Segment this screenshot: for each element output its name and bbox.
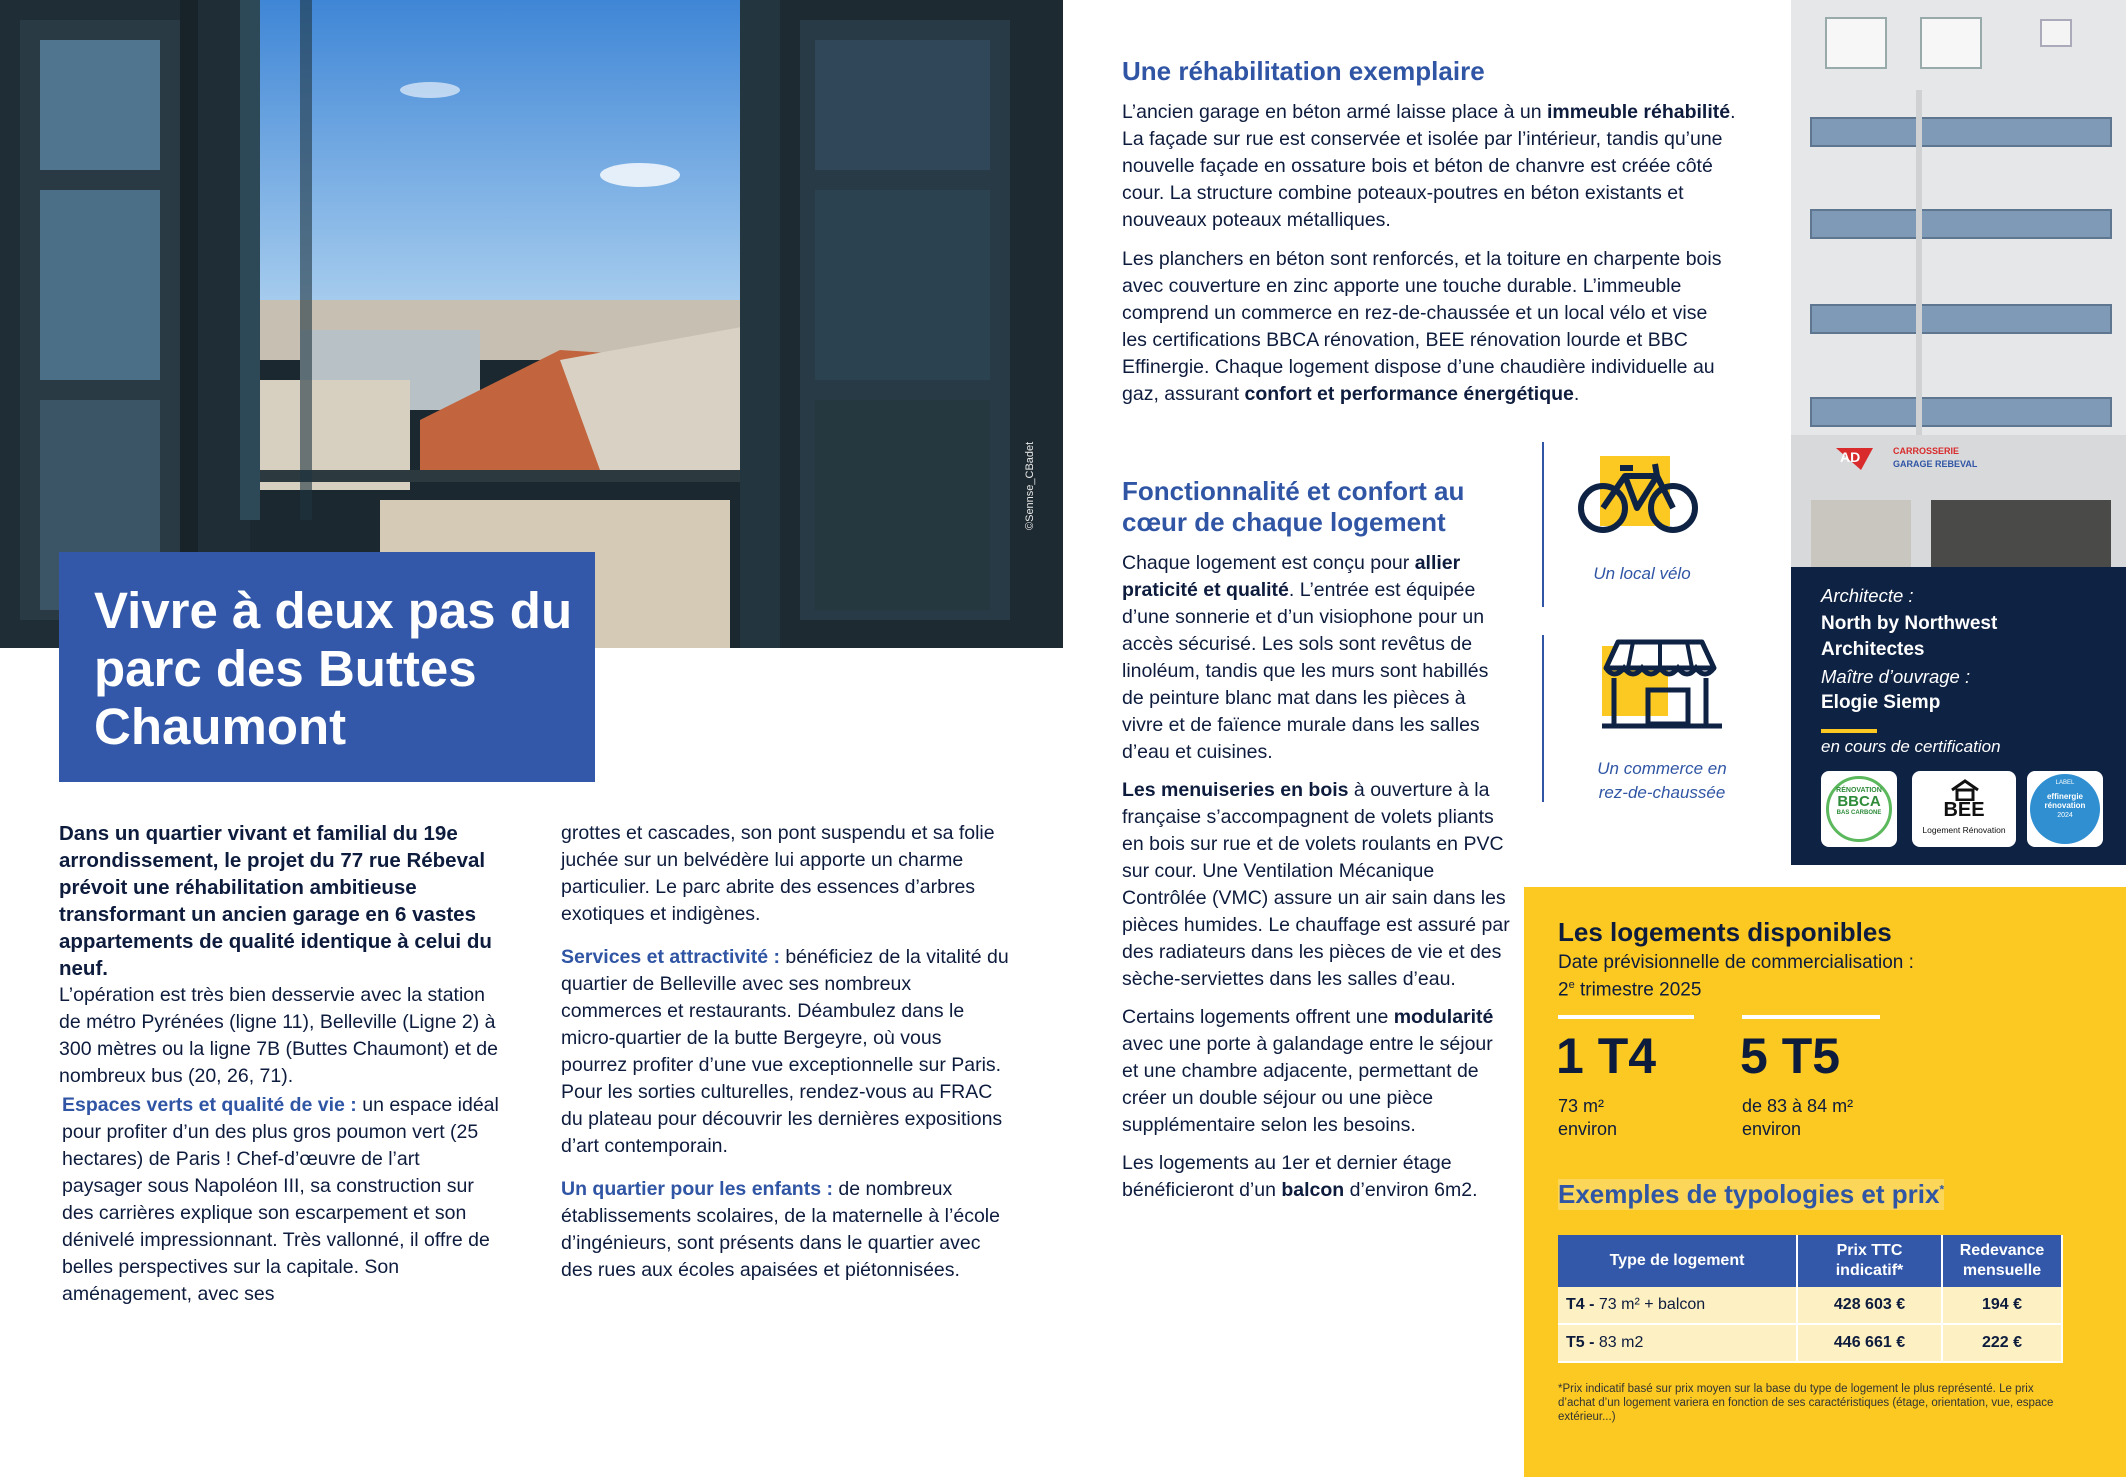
bee-sub: Logement Rénovation bbox=[1922, 825, 2006, 835]
t4-count: 1 T4 bbox=[1556, 1028, 1657, 1084]
photo-credit: ©Sennse_CBadet bbox=[1024, 441, 1036, 530]
bee-badge bbox=[1912, 771, 2016, 847]
func-p3-a: Certains logements offrent une bbox=[1122, 1006, 1394, 1028]
rehab-section bbox=[1122, 56, 1737, 408]
effinergie-main: effinergie rénovation bbox=[2044, 792, 2086, 810]
row-type-rest: 83 m2 bbox=[1594, 1334, 1644, 1351]
t5-underline bbox=[1742, 1015, 1880, 1019]
sign-line-1: CARROSSERIE bbox=[1893, 446, 1960, 456]
t5-approx: environ bbox=[1742, 1119, 1802, 1139]
dispo-date-value bbox=[1558, 974, 1914, 1001]
func-paragraph-2 bbox=[1122, 777, 1512, 993]
table-row bbox=[1558, 1324, 2062, 1362]
bee-main: BEE bbox=[1943, 799, 1985, 821]
row-type-rest: 73 m² + balcon bbox=[1594, 1296, 1706, 1313]
rehab-p2-c: . bbox=[1573, 383, 1580, 405]
t5-count: 5 T5 bbox=[1740, 1028, 1841, 1084]
table-header-row bbox=[1558, 1235, 2062, 1287]
typo-heading bbox=[1558, 1179, 1944, 1210]
espaces-continued: grottes et cascades, son pont suspendu et sa folie juchée sur un belvédère lui apporte un charme particulier. Le parc abrite des essences d’arbres exotiques et indigènes. bbox=[561, 822, 995, 925]
bike-icon bbox=[1575, 452, 1715, 552]
architecte-label: Architecte : bbox=[1821, 585, 1914, 606]
moa-name: Elogie Siemp bbox=[1821, 692, 1941, 713]
effinergie-badge bbox=[2027, 771, 2103, 847]
func-p1-a: Chaque logement est conçu pour bbox=[1122, 552, 1415, 574]
col-type: Type de logement bbox=[1558, 1235, 1797, 1287]
services-paragraph bbox=[561, 944, 1011, 1160]
dispo-date-label: Date prévisionnelle de commercialisation : bbox=[1558, 952, 1914, 973]
moa-label: Maître d’ouvrage : bbox=[1821, 666, 1971, 687]
availability-box bbox=[1524, 887, 2126, 1477]
row-price: 446 661 € bbox=[1797, 1324, 1942, 1362]
func-p1-c: . L’entrée est équipée d’une sonnerie et d’un visiophone pour un accès sécurisé. Les sols sont revêtus de linoléum, tandis que les murs sont habillés de peinture blanc mat dans les pièces à vivre et de faïence murale dans les salles d’eau et cuisines. bbox=[1122, 579, 1489, 763]
func-paragraph-1 bbox=[1122, 550, 1512, 766]
rehab-p1-a: L’ancien garage en béton armé laisse place à un bbox=[1122, 101, 1547, 123]
sign-line-2: GARAGE REBEVAL bbox=[1893, 459, 1978, 469]
func-p4-bold: balcon bbox=[1281, 1179, 1345, 1201]
table-row bbox=[1558, 1287, 2062, 1324]
rehab-paragraph-2 bbox=[1122, 246, 1732, 408]
func-paragraph-4 bbox=[1122, 1150, 1512, 1204]
espaces-paragraph bbox=[62, 1092, 504, 1308]
dispo-date bbox=[1558, 951, 1914, 1001]
typo-heading-text: Exemples de typologies et prix bbox=[1558, 1179, 1940, 1209]
rehab-p2-a: Les planchers en béton sont renforcés, et la toiture en charpente bois avec couverture en zinc apporte une touche durable. L’immeuble comprend un commerce en rez-de-chaussée et un local vélo et vise les certifications BBCA rénovation, BEE rénovation lourde et BBC Effinergie. Chaque logement dispose d’une chaudière individuelle au gaz, assurant bbox=[1122, 248, 1722, 405]
divider-line bbox=[1542, 442, 1544, 607]
sign-logo: AD bbox=[1840, 449, 1861, 465]
t4-info bbox=[1558, 1095, 1617, 1141]
rehab-p2-bold: confort et performance énergétique bbox=[1244, 383, 1574, 405]
bbca-badge bbox=[1821, 771, 1897, 847]
enfants-text: de nombreux établissements scolaires, de la maternelle à l’école d’ingénieurs, sont présents dans le quartier avec des rues aux écoles apaisées et piétonnisées. bbox=[561, 1178, 1000, 1281]
effinergie-top: LABEL bbox=[2055, 780, 2075, 786]
func-p4-c: d’environ 6m2. bbox=[1344, 1179, 1478, 1201]
t4-area: 73 m² bbox=[1558, 1096, 1605, 1116]
services-text: bénéficiez de la vitalité du quartier de Belleville avec ses nombreux commerces et restaurants. Déambulez dans le micro-quartier de la butte Bergeyre, où vous pourrez profiter d’une vue exceptionnelle sur Paris. Pour les sorties culturelles, rendez-vous au FRAC du plateau pour découvrir les dernières expositions d’art contemporain. bbox=[561, 946, 1009, 1157]
func-section bbox=[1122, 476, 1512, 1204]
architecte-name: North by Northwest Architectes bbox=[1821, 613, 1998, 660]
col-fee: Redevance mensuelle bbox=[1942, 1235, 2062, 1287]
t4-approx: environ bbox=[1558, 1119, 1618, 1139]
rehab-p1-c: . La façade sur rue est conservée et isolée par l’intérieur, tandis qu’une nouvelle façade en ossature bois et béton de chanvre est créée côté cour. La structure combine poteaux-poutres en béton existants et nouveaux poteaux métalliques. bbox=[1122, 101, 1736, 231]
shop-caption bbox=[1572, 757, 1752, 805]
rehab-p1-bold: immeuble réhabilité bbox=[1546, 101, 1731, 123]
typo-heading-star: * bbox=[1939, 1182, 1945, 1197]
bbca-main: BBCA bbox=[1837, 793, 1881, 810]
effinergie-year: 2024 bbox=[2057, 812, 2073, 819]
bike-caption: Un local vélo bbox=[1593, 564, 1691, 583]
divider-line bbox=[1542, 635, 1544, 802]
price-footnote: *Prix indicatif basé sur prix moyen sur la base du type de logement le plus représenté. Le prix d’achat d’un logement variera en fonction de ses caractéristiques (étage, orientation, vue, espace extérieur...) bbox=[1558, 1383, 2054, 1423]
intro-lead: Dans un quartier vivant et familial du 19e arrondissement, le projet du 77 rue Rébeval prévoit une réhabilitation ambitieuse transformant un ancien garage en 6 vastes appartements de qualité identique à celui du neuf. bbox=[59, 822, 492, 980]
bbca-sub: BAS CARBONE bbox=[1836, 810, 1882, 816]
col-price: Prix TTC indicatif* bbox=[1797, 1235, 1942, 1287]
dispo-heading: Les logements disponibles bbox=[1558, 917, 1892, 947]
func-heading: Fonctionnalité et confort au cœur de chaque logement bbox=[1122, 476, 1465, 537]
espaces-text: un espace idéal pour profiter d’un des plus gros poumon vert (25 hectares) de Paris ! Chef-d’œuvre de l’art paysager sous Napoléon III, sa construction sur des carrières explique son escarpement et son dénivelé impressionnant. Très vallonné, il offre de belles perspectives sur la capitale. Son aménagement, avec ses bbox=[62, 1094, 499, 1305]
func-p2-b: à ouverture à la française s’accompagnent de volets pliants en bois sur rue et de volets roulants en PVC sur cour. Une Ventilation Mécanique Contrôlée (VMC) assure un air sain dans les pièces humides. Le chauffage est assuré par des radiateurs dans les pièces de vie et des sèche-serviettes dans les salles d’eau. bbox=[1122, 779, 1510, 990]
certification-status: en cours de certification bbox=[1821, 737, 2001, 756]
bbca-top: RÉNOVATION bbox=[1836, 787, 1882, 794]
func-p1-bold: allier praticité et qualité bbox=[1122, 552, 1461, 601]
date-sup: e bbox=[1568, 979, 1575, 991]
t4-underline bbox=[1558, 1015, 1694, 1019]
t5-info bbox=[1742, 1095, 1853, 1141]
row-type bbox=[1558, 1324, 1797, 1362]
house-icon bbox=[1950, 779, 1980, 801]
row-type bbox=[1558, 1287, 1797, 1324]
func-p2-bold: Les menuiseries en bois bbox=[1122, 779, 1349, 801]
shop-caption-line-1: Un commerce en bbox=[1597, 759, 1727, 778]
func-paragraph-3 bbox=[1122, 1004, 1512, 1139]
shop-caption-line-2: rez-de-chaussée bbox=[1598, 783, 1726, 802]
title-box bbox=[59, 552, 595, 782]
building-photo bbox=[1791, 0, 2126, 567]
t5-area: de 83 à 84 m² bbox=[1742, 1096, 1854, 1116]
func-p4-a: Les logements au 1er et dernier étage bénéficieront d’un bbox=[1122, 1152, 1452, 1201]
row-fee: 194 € bbox=[1942, 1287, 2062, 1324]
enfants-paragraph bbox=[561, 1176, 1011, 1284]
row-type-bold: T5 - bbox=[1566, 1334, 1595, 1351]
rehab-heading: Une réhabilitation exemplaire bbox=[1122, 56, 1485, 86]
row-price: 428 603 € bbox=[1797, 1287, 1942, 1324]
intro-column bbox=[59, 820, 504, 1308]
window-photo bbox=[0, 0, 1063, 648]
page-title: Vivre à deux pas du parc des Buttes Chaumont bbox=[94, 582, 573, 755]
espaces-label: Espaces verts et qualité de vie : bbox=[62, 1094, 357, 1116]
services-label: Services et attractivité : bbox=[561, 946, 780, 968]
second-column bbox=[561, 820, 1011, 1284]
date-num: 2 bbox=[1558, 979, 1569, 1001]
yellow-accent bbox=[1821, 729, 1877, 733]
shop-icon bbox=[1598, 638, 1728, 738]
date-rest: trimestre 2025 bbox=[1574, 979, 1702, 1001]
credits-box bbox=[1791, 567, 2126, 865]
price-table bbox=[1558, 1235, 2063, 1363]
row-fee: 222 € bbox=[1942, 1324, 2062, 1362]
enfants-label: Un quartier pour les enfants : bbox=[561, 1178, 833, 1200]
func-p3-bold: modularité bbox=[1393, 1006, 1494, 1028]
row-type-bold: T4 - bbox=[1566, 1296, 1595, 1313]
func-p3-c: avec une porte à galandage entre le séjour et une chambre adjacente, permettant de créer un double séjour ou une pièce supplémentaire selon les besoins. bbox=[1122, 1033, 1493, 1136]
intro-text: L’opération est très bien desservie avec la station de métro Pyrénées (ligne 11), Belleville (Ligne 2) à 300 mètres ou la ligne 7B (Buttes Chaumont) et de nombreux bus (20, 26, 71). bbox=[59, 984, 498, 1087]
rehab-paragraph-1 bbox=[1122, 99, 1737, 234]
